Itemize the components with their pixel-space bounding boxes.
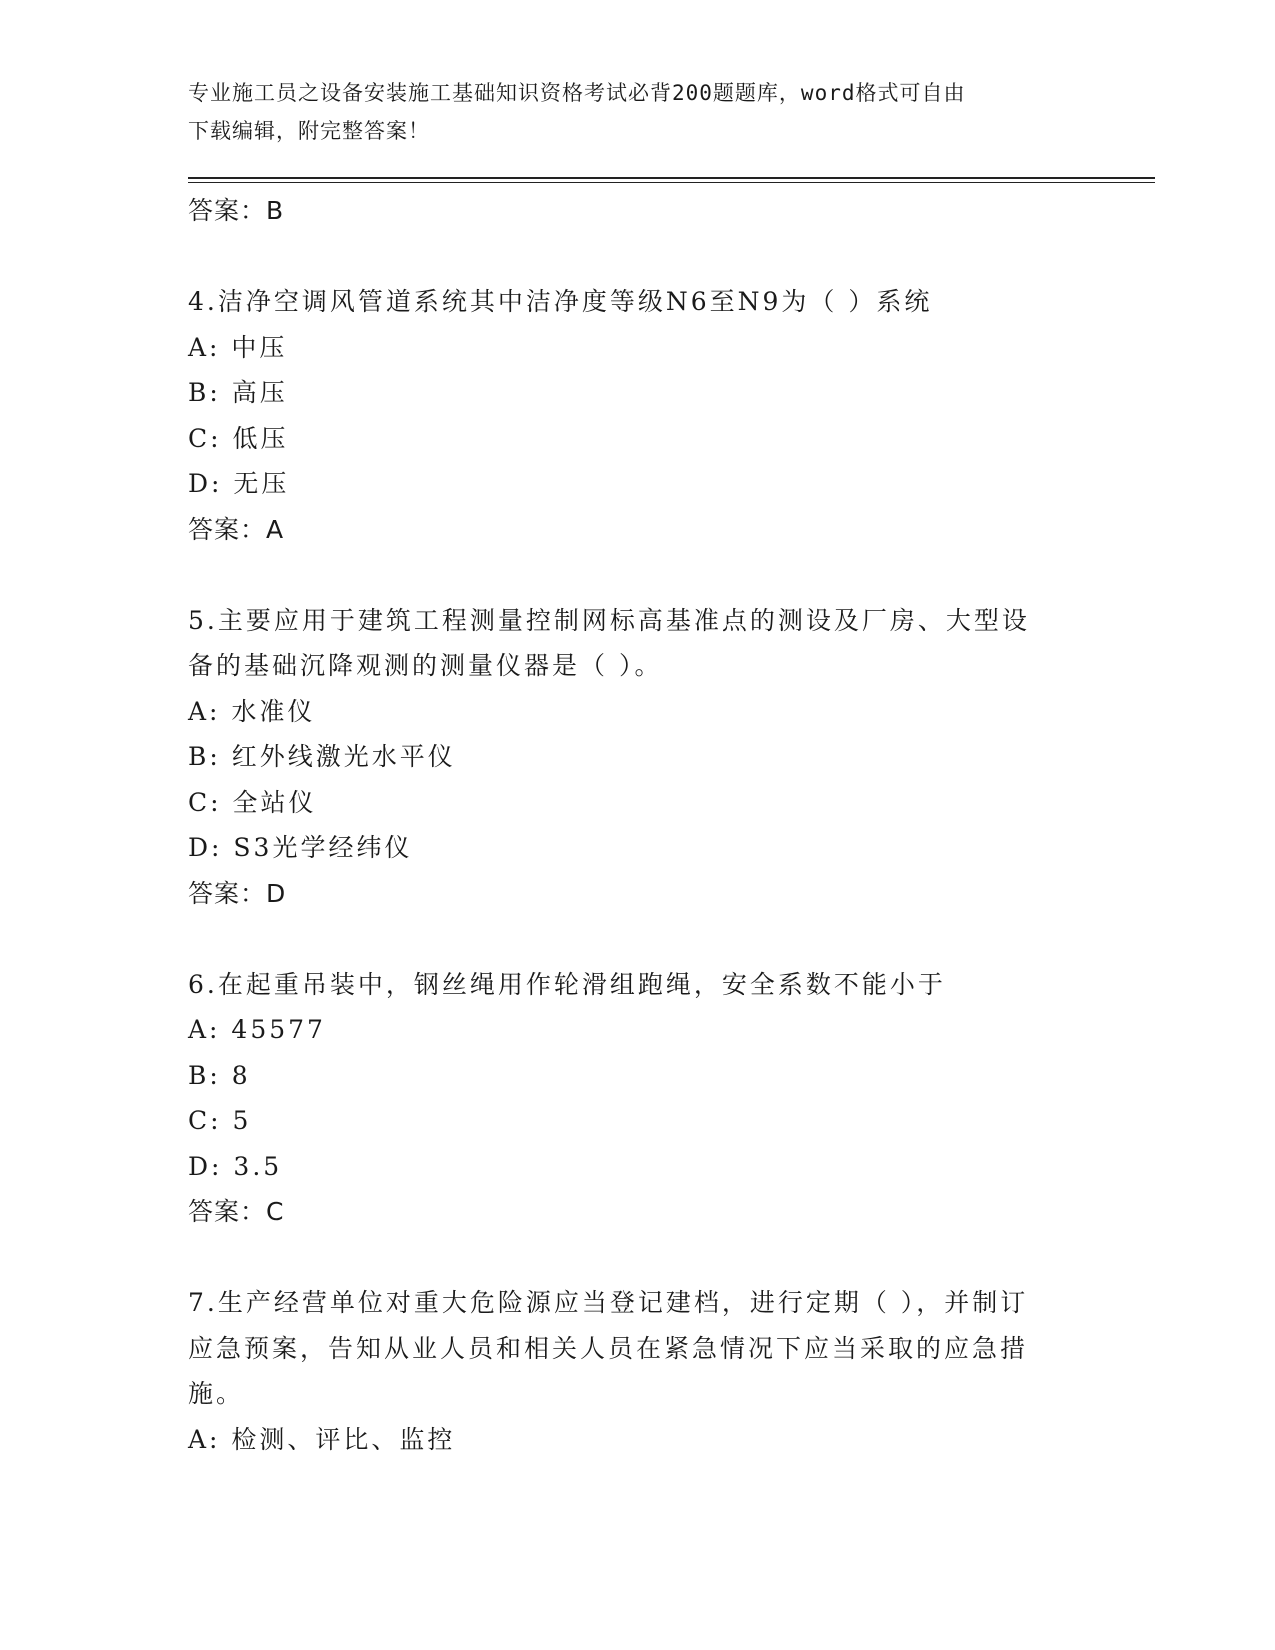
option-c: C: 5 bbox=[188, 1106, 252, 1135]
question-text-continued: 备的基础沉降观测的测量仪器是（ ）。 bbox=[188, 651, 663, 680]
document-header bbox=[188, 74, 1088, 150]
question-list bbox=[188, 188, 1088, 1462]
option-d: D: 3.5 bbox=[188, 1151, 283, 1181]
spacer bbox=[188, 916, 1088, 962]
question-text: 6.在起重吊装中，钢丝绳用作轮滑组跑绳，安全系数不能小于 bbox=[188, 969, 946, 999]
option-d: D: 无压 bbox=[188, 469, 290, 498]
option-a: A: 45577 bbox=[188, 1015, 326, 1044]
answer-line: 答案：A bbox=[188, 514, 285, 544]
question-text: 7.生产经营单位对重大危险源应当登记建档，进行定期（ ），并制订 bbox=[188, 1288, 1029, 1317]
question-text: 4.洁净空调风管道系统其中洁净度等级N6至N9为（ ）系统 bbox=[188, 287, 933, 316]
header-divider-thin bbox=[188, 182, 1155, 183]
header-title-line-1: 专业施工员之设备安装施工基础知识资格考试必背200题题库，word格式可自由 bbox=[188, 81, 966, 105]
question-text-continued: 施。 bbox=[188, 1379, 245, 1408]
question-item bbox=[188, 279, 1088, 552]
option-a: A: 中压 bbox=[188, 332, 288, 362]
spacer bbox=[188, 1235, 1088, 1281]
option-c: C: 全站仪 bbox=[188, 787, 317, 817]
option-b: B: 高压 bbox=[188, 378, 288, 407]
header-title-line-2: 下载编辑，附完整答案！ bbox=[188, 119, 430, 143]
header-divider-thick bbox=[188, 177, 1155, 179]
question-text: 5.主要应用于建筑工程测量控制网标高基准点的测设及厂房、大型设 bbox=[188, 605, 1030, 635]
option-a: A: 检测、评比、监控 bbox=[188, 1424, 456, 1454]
option-b: B: 红外线激光水平仪 bbox=[188, 742, 456, 771]
question-text-continued: 应急预案，告知从业人员和相关人员在紧急情况下应当采取的应急措 bbox=[188, 1333, 1029, 1363]
answer-line: 答案：C bbox=[188, 1197, 285, 1226]
question-item bbox=[188, 598, 1088, 917]
spacer bbox=[188, 234, 1088, 280]
option-b: B: 8 bbox=[188, 1060, 251, 1090]
question-item bbox=[188, 1280, 1088, 1462]
spacer bbox=[188, 552, 1088, 598]
question-item bbox=[188, 962, 1088, 1235]
answer-line: 答案：D bbox=[188, 878, 287, 908]
option-a: A: 水准仪 bbox=[188, 696, 316, 726]
option-c: C: 低压 bbox=[188, 423, 289, 453]
option-d: D: S3光学经纬仪 bbox=[188, 833, 413, 862]
previous-answer: 答案：B bbox=[188, 196, 285, 225]
